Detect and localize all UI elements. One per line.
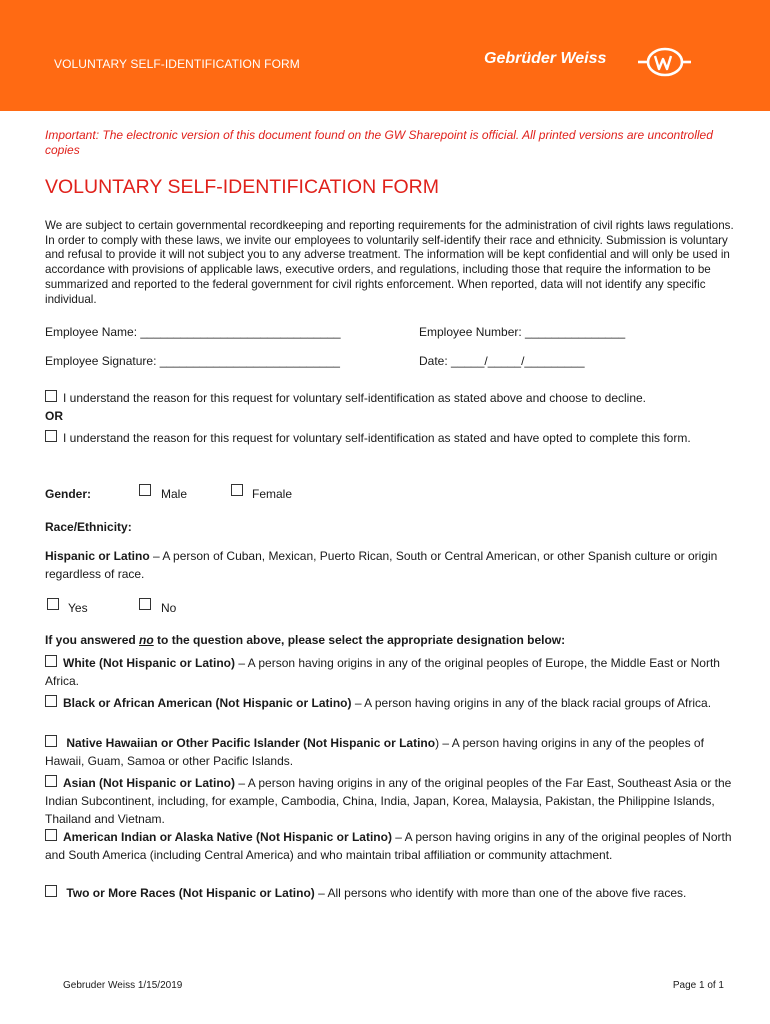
race-option-pacific [45,734,735,770]
header-band [0,0,770,111]
page-number: Page 1 of 1 [672,980,724,991]
hispanic-yes-label: Yes [68,601,88,615]
hispanic-definition [45,547,735,583]
race-term: White (Not Hispanic or Latino) [63,656,235,670]
gw-logo-icon [636,45,692,79]
designation-question [45,633,565,647]
race-definition: – All persons who identify with more than one of the above five races. [314,886,687,900]
race-option-native [45,828,735,864]
hispanic-term: Hispanic or Latino [45,549,150,563]
brand-name: Gebrüder Weiss [484,50,607,67]
pacific-checkbox[interactable] [45,735,57,747]
race-term: Native Hawaiian or Other Pacific Islander (Not Hispanic or Latino [63,736,436,750]
employee-number-field[interactable]: Employee Number: _______________ [419,325,626,339]
decline-checkbox[interactable] [45,390,57,402]
race-option-black [45,694,735,712]
date-field[interactable]: Date: _____/_____/_________ [419,354,585,368]
question-before: If you answered [45,633,140,647]
decline-label: I understand the reason for this request for voluntary self-identification as stated above and choose to decline. [63,391,647,405]
native-checkbox[interactable] [45,829,57,841]
hispanic-text: – A person of Cuban, Mexican, Puerto Rican, South or Central American, or other Spanish culture or origin regardless of race. [45,549,718,581]
race-definition: – A person having origins in any of the black racial groups of Africa. [351,696,712,710]
question-emph: no [139,633,154,647]
race-option-multiple [45,884,735,902]
hispanic-yes-checkbox[interactable] [47,598,59,610]
race-term: Two or More Races (Not Hispanic or Latino) [63,886,315,900]
hispanic-no-label: No [161,601,177,615]
male-label: Male [161,487,188,501]
complete-checkbox[interactable] [45,430,57,442]
question-after: to the question above, please select the appropriate designation below: [153,633,566,647]
race-option-white [45,654,735,690]
race-definition: – A person having origins in any of the original peoples of North and South America (including Central America) and who maintain tribal affiliation or community attachment. [45,830,732,862]
white-checkbox[interactable] [45,655,57,667]
or-separator: OR [45,409,63,423]
intro-paragraph: We are subject to certain governmental recordkeeping and reporting requirements for the administration of civil rights laws regulations. In order to comply with these laws, we invite our employees to voluntarily self-identify their race and ethnicity. Submission is voluntary and refusal to provide it will not subject you to any adverse treatment. The information will be kept confidential and will only be used in accordance with provisions of applicable laws, executive orders, and regulations, including those that require the information to be summarized and reported to the federal government for civil rights enforcement. When reported, data will not identify any specific individual. [45,219,734,306]
complete-option [45,429,735,447]
hispanic-no-checkbox[interactable] [139,598,151,610]
decline-option [45,389,735,407]
footer-left: Gebruder Weiss 1/15/2019 [63,980,183,991]
male-checkbox[interactable] [139,484,151,496]
race-term: Asian (Not Hispanic or Latino) [63,776,236,790]
race-label: Race/Ethnicity: [45,520,132,534]
multiple-checkbox[interactable] [45,885,57,897]
gender-label: Gender: [45,487,92,501]
female-label: Female [252,487,293,501]
form-title: VOLUNTARY SELF-IDENTIFICATION FORM [45,176,440,198]
complete-label: I understand the reason for this request for voluntary self-identification as stated and have opted to complete this form. [63,431,691,445]
employee-name-field[interactable]: Employee Name: ______________________________ [45,325,341,339]
race-option-asian [45,774,735,828]
race-definition: ) – A person having origins in any of the peoples of Hawaii, Guam, Samoa or other Pacific Islands. [45,736,704,768]
asian-checkbox[interactable] [45,775,57,787]
race-definition: – A person having origins in any of the original peoples of Europe, the Middle East or North Africa. [45,656,720,688]
employee-signature-field[interactable]: Employee Signature: ___________________________ [45,354,340,368]
female-checkbox[interactable] [231,484,243,496]
race-term: American Indian or Alaska Native (Not Hispanic or Latino) [63,830,392,844]
important-note: Important: The electronic version of this document found on the GW Sharepoint is official. All printed versions are uncontrolled copies [45,128,713,157]
black-checkbox[interactable] [45,695,57,707]
header-title: VOLUNTARY SELF-IDENTIFICATION FORM [54,57,300,71]
race-term: Black or African American (Not Hispanic or Latino) [63,696,352,710]
race-definition: – A person having origins in any of the original peoples of the Far East, Southeast Asia or the Indian Subcontinent, including, for example, Cambodia, China, India, Japan, Korea, Malaysia, Pakistan, the Philippine Islands, Thailand and Vietnam. [45,776,732,826]
